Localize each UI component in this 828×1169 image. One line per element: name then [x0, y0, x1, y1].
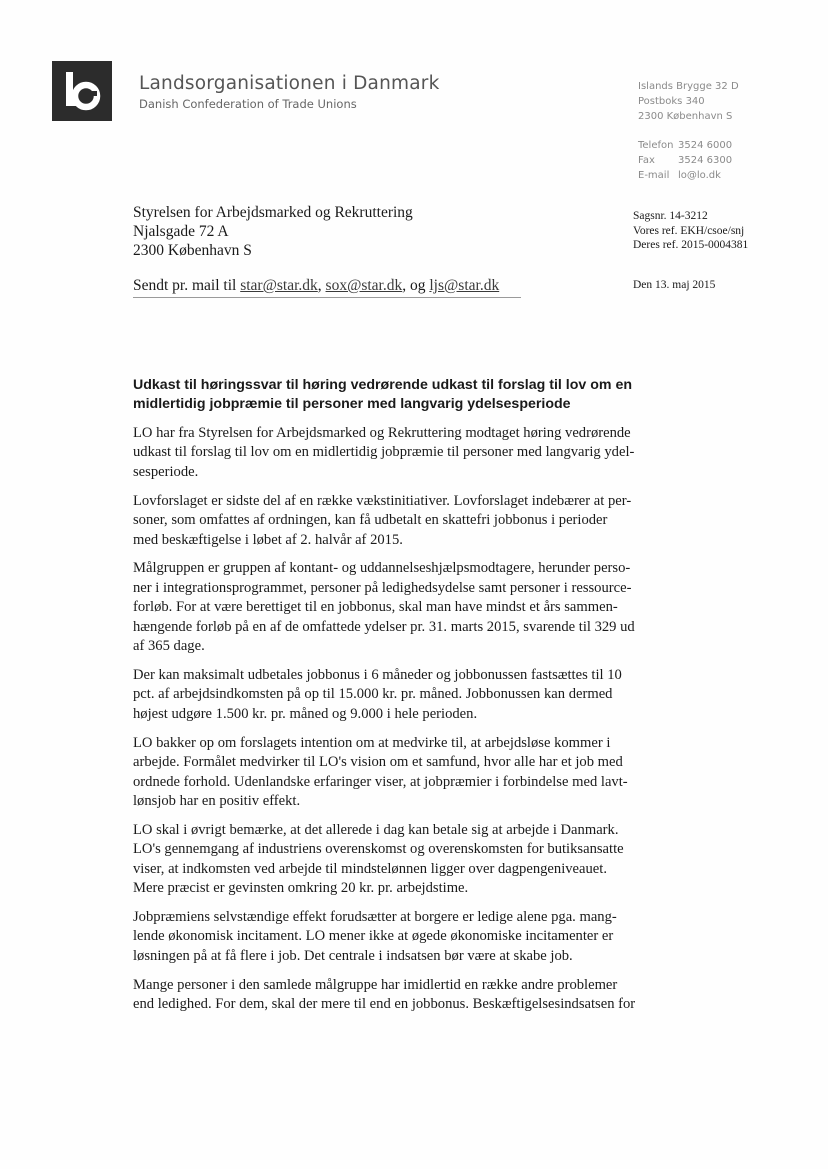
contact-label: Telefon	[638, 140, 674, 151]
body-line: viser, at indkomsten ved arbejde til mindstelønnen ligger over dagpengeniveauet.	[133, 860, 607, 877]
body-line: lende økonomisk incitament. LO mener ikke at øgede økonomiske incitamenter er	[133, 928, 614, 945]
contact-value: 3524 6300	[678, 155, 733, 166]
contact-phone	[638, 138, 732, 153]
org-name: Landsorganisationen i Danmark	[139, 73, 440, 94]
body-line: Jobpræmiens selvstændige effekt forudsætter at borgere er ledige alene pga. mang-	[133, 908, 617, 925]
body-line: Lovforslaget er sidste del af en række vækstinitiativer. Lovforslaget indebærer at per-	[133, 492, 632, 509]
body-paragraph	[133, 908, 691, 966]
reference-block	[633, 209, 748, 253]
body-line: LO skal i øvrigt bemærke, at det allerede i dag kan betale sig at arbejde i Danmark.	[133, 821, 619, 838]
body-paragraph	[133, 559, 691, 656]
org-subtitle: Danish Confederation of Trade Unions	[139, 97, 357, 111]
body-line: end ledighed. For dem, skal der mere til end en jobbonus. Beskæftigelsesindsatsen for	[133, 996, 636, 1013]
body-line: sesperiode.	[133, 463, 199, 480]
org-address	[638, 79, 739, 124]
body-line: løsningen på at få flere i job. Det centrale i indsatsen bør være at skabe job.	[133, 947, 573, 964]
contact-fax	[638, 153, 732, 168]
letter-body	[133, 424, 691, 1024]
sent-by-mail-line	[133, 277, 499, 295]
lo-logo-icon	[52, 61, 112, 121]
body-line: pct. af arbejdsindkomsten på op til 15.000 kr. pr. måned. Jobbonussen kan dermed	[133, 686, 613, 703]
body-line: ner i integrationsprogrammet, personer på ledighedsydelse samt personer i ressource-	[133, 579, 632, 596]
body-line: LO bakker op om forslagets intention om at medvirke til, at arbejdsløse kommer i	[133, 734, 611, 751]
body-paragraph	[133, 976, 691, 1015]
email-link-sox[interactable]: sox@star.dk	[325, 277, 403, 294]
our-reference: Vores ref. EKH/csoe/snj	[633, 224, 745, 237]
sent-separator: ,	[317, 277, 326, 294]
org-contact	[638, 138, 732, 183]
sent-separator: , og	[402, 277, 430, 294]
contact-value: lo@lo.dk	[678, 170, 721, 181]
body-paragraph	[133, 734, 691, 812]
body-line: hængende forløb på en af de omfattede ydelser pr. 31. marts 2015, svarende til 329 ud	[133, 618, 635, 635]
address-line: Islands Brygge 32 D	[638, 81, 739, 92]
address-line: 2300 København S	[638, 111, 733, 122]
recipient-line: 2300 København S	[133, 242, 252, 259]
body-paragraph	[133, 424, 691, 482]
letter-subject: Udkast til høringssvar til høring vedrørende udkast til forslag til lov om en midlertidig jobpræmie til personer med langvarig ydelsesperiode	[133, 377, 633, 412]
case-number: Sagsnr. 14-3212	[633, 210, 708, 222]
body-line: Målgruppen er gruppen af kontant- og uddannelseshjælpsmodtagere, herunder perso-	[133, 560, 631, 577]
contact-email	[638, 168, 732, 183]
body-line: udkast til forslag til lov om en midlertidig jobpræmie til personer med langvarig ydel-	[133, 444, 635, 461]
body-line: ordnede forhold. Udenlandske erfaringer viser, at jobpræmier i forbindelse med lavt-	[133, 773, 628, 790]
email-link-ljs[interactable]: ljs@star.dk	[429, 277, 500, 294]
body-paragraph	[133, 492, 691, 550]
recipient-line: Njalsgade 72 A	[133, 223, 229, 240]
recipient-line: Styrelsen for Arbejdsmarked og Rekruttering	[133, 204, 413, 221]
recipient-address	[133, 203, 413, 260]
address-line: Postboks 340	[638, 96, 705, 107]
body-line: forløb. For at være berettiget til en jobbonus, skal man have mindst et års sammen-	[133, 599, 618, 616]
sent-underline-rule	[133, 297, 521, 298]
body-paragraph	[133, 666, 691, 724]
letter-date: Den 13. maj 2015	[633, 279, 716, 291]
body-paragraph	[133, 821, 691, 899]
contact-value: 3524 6000	[678, 140, 733, 151]
body-line: højest udgøre 1.500 kr. pr. måned og 9.000 i hele perioden.	[133, 705, 478, 722]
body-line: Der kan maksimalt udbetales jobbonus i 6 måneder og jobbonussen fastsættes til 10	[133, 666, 622, 683]
sent-prefix: Sendt pr. mail til	[133, 277, 241, 294]
body-line: LO's gennemgang af industriens overenskomst og overenskomsten for butiksansatte	[133, 841, 624, 858]
body-line: Mange personer i den samlede målgruppe har imidlertid en række andre problemer	[133, 976, 618, 993]
your-reference: Deres ref. 2015-0004381	[633, 239, 749, 251]
body-line: lønsjob har en positiv effekt.	[133, 792, 301, 809]
body-line: arbejde. Formålet medvirker til LO's vision om et samfund, hvor alle har et job med	[133, 754, 623, 771]
body-line: LO har fra Styrelsen for Arbejdsmarked og Rekruttering modtaget høring vedrørende	[133, 425, 631, 441]
body-line: af 365 dage.	[133, 638, 205, 655]
email-link-star[interactable]: star@star.dk	[240, 277, 318, 294]
contact-label: Fax	[638, 155, 655, 166]
body-line: Mere præcist er gevinsten omkring 20 kr. pr. arbejdstime.	[133, 880, 469, 897]
body-line: soner, som omfattes af ordningen, kan få udbetalt en skattefri jobbonus i perioder	[133, 512, 608, 529]
contact-label: E-mail	[638, 170, 670, 181]
body-line: med beskæftigelse i løbet af 2. halvår af 2015.	[133, 531, 403, 548]
